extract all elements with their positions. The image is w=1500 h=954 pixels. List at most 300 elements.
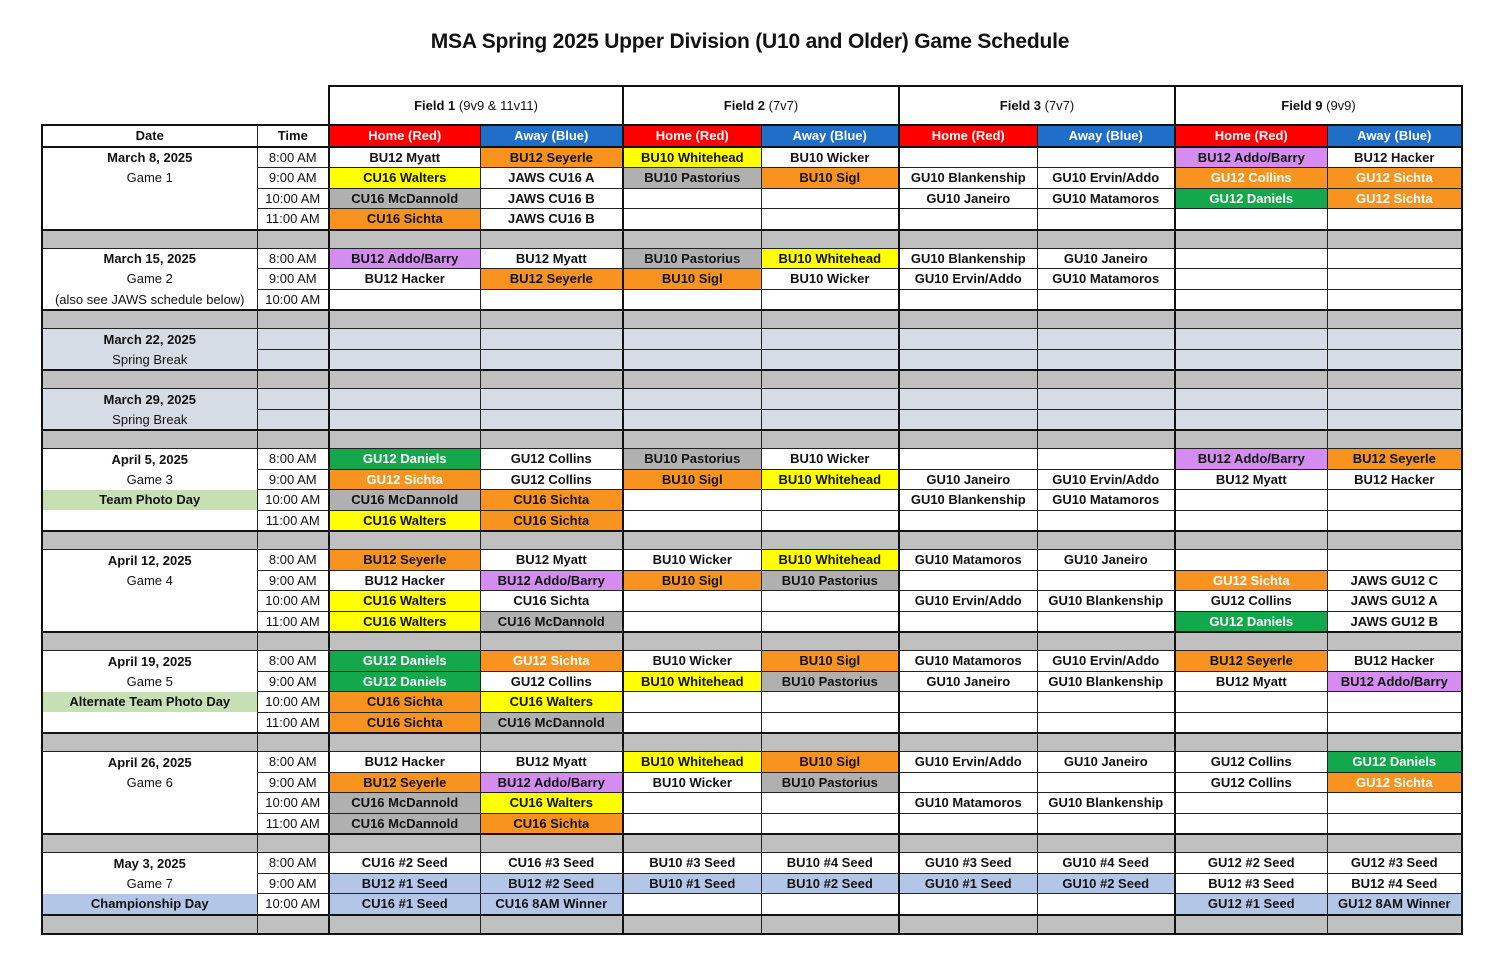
away-team [761,490,899,511]
game-time: 9:00 AM [257,469,329,490]
home-team [1175,550,1327,571]
away-column-header: Away (Blue) [1037,125,1175,147]
away-team: GU10 #4 Seed [1037,853,1175,874]
home-team: GU10 Ervin/Addo [899,752,1037,773]
home-team: BU12 Seyerle [329,772,480,793]
schedule-row [42,591,1462,612]
away-team [1327,349,1462,370]
away-team: BU12 Seyerle [1327,449,1462,470]
separator-cell [761,632,899,651]
home-team [1175,349,1327,370]
home-team: GU10 Matamoros [899,651,1037,672]
away-team [480,329,623,350]
home-team: GU12 Sichta [1175,570,1327,591]
away-team [1037,772,1175,793]
separator-cell [329,230,480,249]
home-team: BU12 Myatt [1175,469,1327,490]
field-header-1 [329,86,623,125]
home-team [899,894,1037,915]
away-team [480,389,623,410]
home-team: BU10 #3 Seed [623,853,761,874]
separator-cell [329,632,480,651]
away-team: GU10 Matamoros [1037,188,1175,209]
away-team: BU12 Hacker [1327,469,1462,490]
away-team [1037,813,1175,834]
away-team [1037,510,1175,531]
separator-cell [1037,915,1175,934]
home-team: BU10 Whitehead [623,752,761,773]
separator-cell [761,230,899,249]
home-team [1175,692,1327,713]
away-team: GU10 Ervin/Addo [1037,651,1175,672]
home-team [1175,793,1327,814]
schedule-row [42,147,1462,168]
home-team: BU12 Seyerle [1175,651,1327,672]
home-team: GU12 Daniels [329,671,480,692]
away-team: GU12 #3 Seed [1327,853,1462,874]
field-header-4 [1175,86,1462,125]
separator-cell [1175,834,1327,853]
home-team [623,591,761,612]
week-game: Game 1 [42,168,257,189]
away-team: BU12 Seyerle [480,147,623,168]
separator-cell [623,230,761,249]
home-team: CU16 Sichta [329,692,480,713]
away-team: GU12 8AM Winner [1327,894,1462,915]
separator-cell [1037,310,1175,329]
game-time: 8:00 AM [257,449,329,470]
away-team [761,209,899,230]
away-team [1037,349,1175,370]
week-game: Spring Break [42,349,257,370]
game-time: 10:00 AM [257,289,329,310]
field-format: (9v9) [1326,98,1356,113]
away-team: BU10 Sigl [761,168,899,189]
game-time: 9:00 AM [257,772,329,793]
separator-cell [42,531,257,550]
schedule-row [42,469,1462,490]
separator-cell [480,531,623,550]
schedule-row [42,248,1462,269]
separator-cell [623,733,761,752]
date-cell [42,813,257,834]
away-team: GU12 Collins [480,671,623,692]
date-cell [42,188,257,209]
schedule-row [42,611,1462,632]
game-time: 10:00 AM [257,793,329,814]
separator-cell [257,632,329,651]
home-team [899,570,1037,591]
game-time: 11:00 AM [257,510,329,531]
home-team: BU10 Sigl [623,570,761,591]
field-name: Field 3 [999,98,1041,113]
game-time [257,349,329,370]
away-team: BU12 Addo/Barry [480,570,623,591]
home-team [1175,813,1327,834]
home-team: CU16 #2 Seed [329,853,480,874]
schedule-row [42,793,1462,814]
away-team [761,712,899,733]
away-team [1037,147,1175,168]
home-team [623,510,761,531]
separator-cell [42,733,257,752]
game-time: 11:00 AM [257,813,329,834]
home-team: GU12 Daniels [1175,188,1327,209]
schedule-row [42,651,1462,672]
separator-cell [329,531,480,550]
separator-cell [480,632,623,651]
schedule-row [42,329,1462,350]
away-team: GU12 Collins [480,469,623,490]
separator-cell [480,230,623,249]
field-header-2 [623,86,899,125]
schedule-row [42,269,1462,290]
away-team [761,289,899,310]
separator-cell [257,310,329,329]
separator-cell [623,370,761,389]
away-team [761,611,899,632]
away-team: CU16 McDannold [480,712,623,733]
home-team [623,894,761,915]
away-team: JAWS CU16 B [480,188,623,209]
home-team [623,813,761,834]
separator-cell [1175,310,1327,329]
home-team: BU12 Seyerle [329,550,480,571]
separator-cell [480,370,623,389]
separator-cell [257,230,329,249]
schedule-row [42,712,1462,733]
away-team: GU10 Janeiro [1037,550,1175,571]
away-team: BU10 Whitehead [761,248,899,269]
away-team: CU16 #3 Seed [480,853,623,874]
schedule-table [41,85,1463,935]
separator-cell [1037,531,1175,550]
separator-cell [257,915,329,934]
separator-cell [480,430,623,449]
home-team: GU10 Ervin/Addo [899,269,1037,290]
away-team [1037,289,1175,310]
week-separator [42,834,1462,853]
home-team: GU12 Collins [1175,752,1327,773]
home-team [899,209,1037,230]
separator-cell [329,915,480,934]
game-time: 8:00 AM [257,752,329,773]
away-team [1037,209,1175,230]
game-time [257,409,329,430]
away-team [1037,611,1175,632]
game-time: 9:00 AM [257,570,329,591]
home-team: GU12 Daniels [329,651,480,672]
home-team: GU10 Janeiro [899,188,1037,209]
home-team: BU12 Myatt [1175,671,1327,692]
away-team [1327,550,1462,571]
away-team: BU10 Sigl [761,752,899,773]
home-team: BU12 Hacker [329,752,480,773]
date-cell [42,209,257,230]
separator-cell [1327,230,1462,249]
separator-cell [42,632,257,651]
game-time: 11:00 AM [257,611,329,632]
separator-cell [42,370,257,389]
away-team [761,409,899,430]
separator-cell [761,430,899,449]
away-team: BU10 Sigl [761,651,899,672]
away-team [1037,570,1175,591]
week-photo: Alternate Team Photo Day [42,692,257,713]
week-date: March 15, 2025 [42,248,257,269]
week-champ: Championship Day [42,894,257,915]
away-team: GU10 Matamoros [1037,490,1175,511]
separator-cell [42,230,257,249]
separator-cell [1175,632,1327,651]
separator-cell [42,310,257,329]
field-format: (9v9 & 11v11) [458,98,538,113]
home-team: GU10 Blankenship [899,248,1037,269]
home-team [899,449,1037,470]
week-separator [42,370,1462,389]
home-team: CU16 Sichta [329,712,480,733]
week-photo: Team Photo Day [42,490,257,511]
away-team [761,591,899,612]
away-team: GU10 #2 Seed [1037,873,1175,894]
schedule-row [42,853,1462,874]
week-date: April 12, 2025 [42,550,257,571]
away-team [1327,490,1462,511]
away-team: BU12 Hacker [1327,147,1462,168]
home-team: BU10 Whitehead [623,671,761,692]
separator-cell [761,733,899,752]
home-team [1175,510,1327,531]
away-team: BU10 Wicker [761,449,899,470]
home-team: BU10 Wicker [623,651,761,672]
home-team [623,188,761,209]
week-game: Game 3 [42,469,257,490]
away-team: BU10 #4 Seed [761,853,899,874]
away-team [1037,409,1175,430]
separator-cell [480,733,623,752]
home-team: GU10 Matamoros [899,550,1037,571]
separator-cell [1175,733,1327,752]
week-separator [42,733,1462,752]
away-team: BU12 Addo/Barry [480,772,623,793]
separator-cell [761,370,899,389]
home-team [1175,490,1327,511]
away-team: BU12 Myatt [480,550,623,571]
away-team: BU10 Whitehead [761,469,899,490]
field-format: (7v7) [1044,98,1075,113]
away-team [1327,329,1462,350]
separator-cell [623,531,761,550]
home-team [1175,209,1327,230]
separator-cell [257,733,329,752]
game-time: 10:00 AM [257,692,329,713]
schedule-row [42,671,1462,692]
home-team: BU12 Addo/Barry [1175,147,1327,168]
date-cell [42,611,257,632]
home-team: GU10 Janeiro [899,671,1037,692]
home-team: BU12 #3 Seed [1175,873,1327,894]
away-team: JAWS GU12 C [1327,570,1462,591]
home-team: BU12 Addo/Barry [1175,449,1327,470]
separator-cell [1037,733,1175,752]
separator-cell [1037,430,1175,449]
game-time [257,389,329,410]
away-team: BU12 Myatt [480,752,623,773]
home-team [1175,289,1327,310]
away-team [1037,894,1175,915]
home-team: GU12 #1 Seed [1175,894,1327,915]
away-team: CU16 Sichta [480,813,623,834]
home-team [623,692,761,713]
home-team: GU10 Ervin/Addo [899,591,1037,612]
separator-cell [899,915,1037,934]
home-team: GU10 Matamoros [899,793,1037,814]
away-team: JAWS CU16 B [480,209,623,230]
home-team: GU10 Janeiro [899,469,1037,490]
home-team [899,611,1037,632]
separator-cell [257,834,329,853]
home-team: CU16 Sichta [329,209,480,230]
week-game: Game 4 [42,570,257,591]
schedule-row [42,772,1462,793]
away-team: GU12 Sichta [1327,168,1462,189]
schedule-row [42,389,1462,410]
schedule-row [42,692,1462,713]
home-team [623,490,761,511]
away-team [761,813,899,834]
away-team [1327,289,1462,310]
schedule-row [42,752,1462,773]
home-team: BU12 Hacker [329,269,480,290]
home-team [1175,329,1327,350]
separator-cell [899,430,1037,449]
date-cell [42,712,257,733]
home-team [899,289,1037,310]
home-team: GU10 #1 Seed [899,873,1037,894]
separator-cell [1175,531,1327,550]
separator-cell [899,370,1037,389]
home-team: BU10 #1 Seed [623,873,761,894]
home-column-header: Home (Red) [899,125,1037,147]
page-title: MSA Spring 2025 Upper Division (U10 and Older) Game Schedule [430,30,1070,53]
away-team [761,389,899,410]
away-team: BU12 Seyerle [480,269,623,290]
separator-cell [623,834,761,853]
home-team [623,349,761,370]
home-team: GU12 Daniels [329,449,480,470]
away-team: JAWS GU12 A [1327,591,1462,612]
week-game: Game 7 [42,873,257,894]
game-time: 9:00 AM [257,269,329,290]
separator-cell [1327,834,1462,853]
separator-cell [623,915,761,934]
home-team: BU10 Wicker [623,550,761,571]
separator-cell [329,310,480,329]
home-team: BU12 #1 Seed [329,873,480,894]
field-header-3 [899,86,1175,125]
separator-cell [42,915,257,934]
separator-cell [899,230,1037,249]
separator-cell [899,834,1037,853]
away-team: BU10 Wicker [761,147,899,168]
away-team [480,409,623,430]
week-separator [42,310,1462,329]
away-team [1037,389,1175,410]
schedule-row [42,168,1462,189]
home-team: GU12 Sichta [329,469,480,490]
home-column-header: Home (Red) [623,125,761,147]
week-date: April 19, 2025 [42,651,257,672]
schedule-row [42,813,1462,834]
week-game: Spring Break [42,409,257,430]
away-team [1327,209,1462,230]
away-team: JAWS CU16 A [480,168,623,189]
schedule-row [42,449,1462,470]
home-team: BU10 Whitehead [623,147,761,168]
home-team: CU16 McDannold [329,793,480,814]
home-team: BU10 Sigl [623,269,761,290]
home-team: CU16 Walters [329,611,480,632]
away-team: BU12 Addo/Barry [1327,671,1462,692]
field-name: Field 2 [723,98,765,113]
home-team [899,389,1037,410]
home-team [329,349,480,370]
home-team: CU16 McDannold [329,188,480,209]
game-time: 11:00 AM [257,712,329,733]
game-time: 9:00 AM [257,873,329,894]
week-note: (also see JAWS schedule below) [42,289,257,310]
home-team: GU12 #2 Seed [1175,853,1327,874]
date-cell [42,591,257,612]
away-team: GU12 Sichta [480,651,623,672]
date-cell [42,793,257,814]
away-team: GU12 Collins [480,449,623,470]
game-time: 9:00 AM [257,671,329,692]
home-team: GU12 Collins [1175,168,1327,189]
separator-cell [899,531,1037,550]
away-team [1327,269,1462,290]
away-team [1327,692,1462,713]
separator-cell [42,430,257,449]
game-time: 10:00 AM [257,490,329,511]
home-team [899,329,1037,350]
game-time: 8:00 AM [257,550,329,571]
separator-cell [1327,915,1462,934]
separator-cell [623,310,761,329]
schedule-row [42,510,1462,531]
away-team: GU12 Daniels [1327,752,1462,773]
date-column-header: Date [42,125,257,147]
home-team: CU16 Walters [329,168,480,189]
separator-cell [761,531,899,550]
home-team: BU10 Pastorius [623,248,761,269]
away-team: BU10 #2 Seed [761,873,899,894]
week-separator [42,531,1462,550]
home-team: CU16 Walters [329,510,480,531]
home-column-header: Home (Red) [1175,125,1327,147]
away-team [761,510,899,531]
away-team [1037,692,1175,713]
home-team: CU16 #1 Seed [329,894,480,915]
schedule-row [42,490,1462,511]
week-game: Game 6 [42,772,257,793]
week-separator [42,632,1462,651]
home-team: GU10 Blankenship [899,168,1037,189]
header-spacer [42,86,329,125]
separator-cell [1037,230,1175,249]
home-team [623,209,761,230]
home-team [623,389,761,410]
